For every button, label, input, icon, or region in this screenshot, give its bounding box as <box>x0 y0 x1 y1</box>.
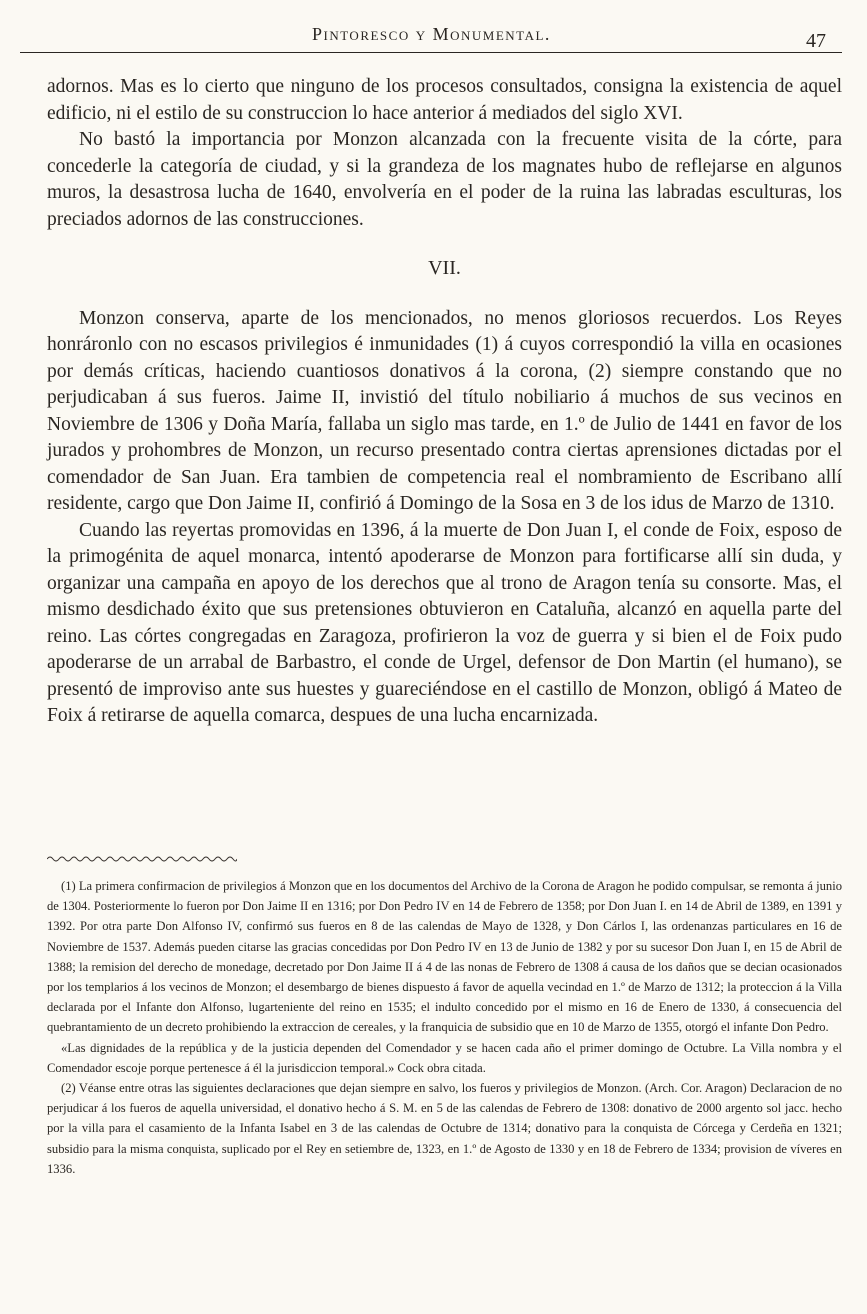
paragraph-continued: adornos. Mas es lo cierto que ninguno de los procesos consultados, consigna la existencia de aquel edificio, ni el estilo de su construccion lo hace anterior á mediados del siglo XVI. <box>47 76 842 124</box>
footnote-1: (1) La primera confirmacion de privilegios á Monzon que en los documentos del Archivo de la Corona de Aragon he podido compulsar, se remonta á junio de 1304. Posteriormente lo fueron por Don Jaime II en 1316; por Don Pedro IV en 14 de Febrero de 1358; por Don Juan I. en 14 de Abril de 1389, en 1391 y 1392. Por otra parte Don Alfonso IV, confirmó sus fueros en 8 de las calendas de Mayo de 1328, y Don Cárlos I, las ordenanzas particulares en 16 de Noviembre de 1537. Además pueden citarse las gracias concedidas por Don Pedro IV en 13 de Junio de 1382 y por su sucesor Don Juan I, en 15 de Abril de 1388; la remision del derecho de monedage, decretado por Don Jaime II á 4 de las nonas de Febrero de 1308 á causa de los daños que se decian ocasionados por los templarios á los vecinos de Monzon; el desembargo de bienes dispuesto á favor de aquella vecindad en 1.º de Marzo de 1312; la proteccion á la Villa declarada por el Infante don Alfonso, lugarteniente del reino en 1535; el indulto concedido por el mismo en 16 de Enero de 1330, á consecuencia del quebrantamiento de un decreto prohibiendo la extraccion de cereales, y la franquicia de subsidio que en 10 de Marzo de 1355, otorgó el infante Don Pedro. <box>47 879 842 1035</box>
paragraph: Cuando las reyertas promovidas en 1396, á la muerte de Don Juan I, el conde de Foix, esposo de la primogénita de aquel monarca, intentó apoderarse de Monzon para fortificarse allí sin duda, y organizar una campaña en apoyo de los derechos que al trono de Aragon tenía su consorte. Mas, el mismo desdichado éxito que sus pretensiones obtuvieron en Cataluña, alcanzó en aquella parte del reino. Las córtes congregadas en Zaragoza, profirieron la voz de guerra y si bien el de Foix pudo apoderarse de un arrabal de Barbastro, el conde de Urgel, defensor de Don Martin (el humano), se presentó de improviso ante sus huestes y guareciéndose en el castillo de Monzon, obligó á Mateo de Foix á retirarse de aquella comarca, despues de una lucha encarnizada. <box>47 519 842 726</box>
paragraph: Monzon conserva, aparte de los mencionados, no menos gloriosos recuerdos. Los Reyes honráronlo con no escasos privilegios é inmunidades (1) á cuyos correspondió la villa en ocasiones por demás críticas, haciendo cuantiosos donativos á la corona, (2) siempre constando que no perjudicaban á sus fueros. Jaime II, invistió del título nobiliario á muchos de sus vecinos en Noviembre de 1306 y Doña María, fallaba un siglo mas tarde, en 1.º de Julio de 1441 en favor de los jurados y prohombres de Monzon, un recurso presentado contra ciertas aprensiones dictadas por el comendador de San Juan. Era tambien de competencia real el nombramiento de Escribano allí residente, cargo que Don Jaime II, confirió á Domingo de la Sosa en 3 de los idus de Marzo de 1310. <box>47 307 842 514</box>
section-heading: VII. <box>428 257 461 279</box>
paragraph: No bastó la importancia por Monzon alcanzada con la frecuente visita de la córte, para concederle la categoría de ciudad, y si la grandeza de los magnates hubo de reflejarse en algunos muros, la desastrosa lucha de 1640, envolvería en el poder de la ruina las labradas esculturas, los preciados adornos de las construcciones. <box>47 129 842 230</box>
main-text <box>47 74 842 730</box>
footnotes <box>47 876 842 1179</box>
footnote-2: (2) Véanse entre otras las siguientes declaraciones que dejan siempre en salvo, los fueros y privilegios de Monzon. (Arch. Cor. Aragon) Declaracion de no perjudicar á los fueros de aquella universidad, el donativo hecho á S. M. en 5 de las calendas de Febrero de 1308: donativo de 2000 argento sol jacc. hecho por la villa para el casamiento de la Infanta Isabel en 3 de las calendas de Octubre de 1314; donativo para la conquista de Córcega y Cerdeña en 1321; subsidio para la misma conquista, suplicado por el Rey en setiembre de, 1323, en 1.º de Agosto de 1330 y en 18 de Febrero de 1334; provision de víveres en 1336. <box>47 1081 842 1176</box>
page-header <box>20 22 842 53</box>
running-title: Pintoresco y Monumental. <box>312 24 551 44</box>
footnote-separator <box>47 855 237 863</box>
page-number: 47 <box>806 30 826 52</box>
footnote-quote: «Las dignidades de la república y de la justicia dependen del Comendador y se hacen cada año el primer domingo de Octubre. La Villa nombra y el Comendador escoje porque pertenesce á él la jurisdiccion temporal.» Cock obra citada. <box>47 1040 842 1075</box>
